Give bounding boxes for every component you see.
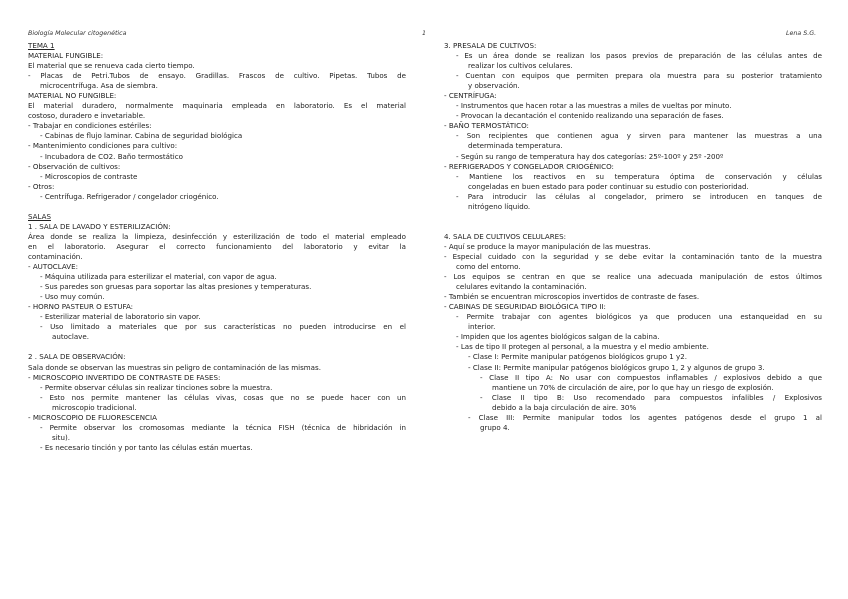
text-line: - Esterilizar material de laboratorio sin vapor. (40, 312, 201, 322)
text-line: - Para introducir las células al congelador, primero se introducen en tanques de (456, 191, 822, 201)
text-line: - Son recipientes que contienen agua y sirven para mantener las muestras a una (456, 131, 822, 141)
text-line: - Especial cuidado con la seguridad y se debe evitar la contaminación tanto de la muestra (444, 251, 822, 261)
text-line: celulares evitando la contaminación. (456, 282, 587, 292)
text-line (28, 342, 406, 352)
text-line: - MICROSCOPIO DE FLUORESCENCIA (28, 412, 157, 422)
text-line: - Según su rango de temperatura hay dos categorías: 25º-100º y 25º -200º (456, 151, 724, 161)
text-line: debido a la baja circulación de aire. 30% (492, 402, 637, 412)
text-line: - Máquina utilizada para esterilizar el material, con vapor de agua. (40, 272, 277, 282)
text-line: - Instrumentos que hacen rotar a las muestras a miles de vueltas por minuto. (456, 101, 732, 111)
text-line: - Las de tipo II protegen al personal, a la muestra y el medio ambiente. (456, 342, 709, 352)
text-line: - BAÑO TERMOSTÁTICO: (444, 121, 529, 131)
text-line: 3. PRESALA DE CULTIVOS: (444, 41, 537, 50)
text-line: - REFRIGERADOS Y CONGELADOR CRIOGÉNICO: (444, 161, 614, 171)
text-line: interior. (468, 322, 496, 332)
text-line: - Clase II: Permite manipular patógenos biológicos grupo 1, 2 y algunos de grupo 3. (468, 362, 765, 372)
text-line: - Clase I: Permite manipular patógenos biológicos grupo 1 y2. (468, 352, 687, 362)
text-line: 1 . SALA DE LAVADO Y ESTERILIZACIÓN: (28, 221, 171, 231)
text-line: - Microscopios de contraste (40, 171, 138, 181)
text-line: - Clase II tipo B: Uso recomendado para compuestos infalibles / Explosivos (480, 392, 822, 402)
text-line: - Mantiene los reactivos en su temperatura óptima de conservación y células (456, 171, 822, 181)
text-line: - Provocan la decantación el contenido realizando una separación de fases. (456, 111, 724, 121)
text-line: - Los equipos se centran en que se realice una adecuada manipulación de estos últimos (444, 272, 822, 282)
text-line: - Sus paredes son gruesas para soportar las altas presiones y temperaturas. (40, 282, 312, 292)
text-line: 4. SALA DE CULTIVOS CELULARES: (444, 231, 567, 241)
right-column (444, 41, 822, 433)
text-line: - Observación de cultivos: (28, 161, 121, 171)
text-line: - Permite observar los cromosomas mediante la técnica FISH (técnica de hibridación in (40, 422, 406, 432)
text-line: - Aquí se produce la mayor manipulación de las muestras. (444, 241, 651, 251)
text-line: realizar los cultivos celulares. (468, 61, 573, 71)
text-line: situ). (52, 432, 70, 442)
text-line: - Permite trabajar con agentes biológicos ya que producen una estanqueidad en su (456, 312, 822, 322)
header-page-number: 1 (422, 30, 427, 37)
text-line: - CENTRÍFUGA: (444, 91, 497, 101)
text-line: - Uso muy común. (40, 292, 105, 302)
left-column (28, 41, 406, 453)
text-line: - CABINAS DE SEGURIDAD BIOLÓGICA TIPO II: (444, 302, 606, 312)
text-line: - Es necesario tinción y por tanto las células están muertas. (40, 442, 253, 452)
text-line: Área donde se realiza la limpieza, desinfección y esterilización de todo el material empleado (28, 231, 406, 241)
text-line: - Trabajar en condiciones estériles: (28, 121, 152, 131)
text-line (444, 212, 822, 222)
text-line: autoclave. (52, 332, 89, 342)
text-line: costoso, duradero e invetariable. (28, 111, 146, 121)
text-line: MATERIAL FUNGIBLE: (28, 51, 104, 61)
text-line: y observación. (468, 81, 520, 91)
text-line: como del entorno. (456, 262, 521, 272)
text-line: - Esto nos permite mantener las células vivas, cosas que no se puede hacer con un (40, 392, 406, 402)
text-line: nitrógeno líquido. (468, 201, 531, 211)
text-line: TEMA 1 (28, 41, 55, 50)
text-line: en el laboratorio. Asegurar el correcto funcionamiento del laboratorio y evitar la (28, 241, 406, 251)
header-left: Biología Molecular citogenética (28, 30, 127, 37)
text-line: determinada temperatura. (468, 141, 563, 151)
text-line: - Placas de Petri.Tubos de ensayo. Gradillas. Frascos de cultivo. Pipetas. Tubos de (28, 71, 406, 81)
text-line: - Clase III: Permite manipular todos los agentes patógenos desde el grupo 1 al (468, 412, 822, 422)
header-right: Lena S.G. (786, 30, 817, 37)
text-line: - AUTOCLAVE: (28, 262, 78, 272)
text-line: - Impiden que los agentes biológicos salgan de la cabina. (456, 332, 660, 342)
text-line: - Permite observar células sin realizar tinciones sobre la muestra. (40, 382, 273, 392)
text-line: grupo 4. (480, 422, 510, 432)
text-line: - Mantenimiento condiciones para cultivo: (28, 141, 178, 151)
text-line: - MICROSCOPIO INVERTIDO DE CONTRASTE DE FASES: (28, 372, 221, 382)
text-line: - Uso limitado a materiales que por sus características no pueden introducirse en el (40, 322, 406, 332)
text-line: - Clase II tipo A: No usar con compuestos inflamables / explosivos debido a que (480, 372, 822, 382)
text-line: Sala donde se observan las muestras sin peligro de contaminación de las mismas. (28, 362, 321, 372)
text-line: - Otros: (28, 181, 55, 191)
text-line: microcentrífuga. Asa de siembra. (40, 81, 158, 91)
text-line: microscopio tradicional. (52, 402, 137, 412)
text-line (444, 222, 822, 232)
text-line: SALAS (28, 211, 51, 221)
text-line: - Es un área donde se realizan los pasos previos de preparación de las células antes de (456, 51, 822, 61)
text-line: contaminación. (28, 251, 83, 261)
text-line: El material que se renueva cada cierto tiempo. (28, 61, 195, 71)
text-line: - También se encuentran microscopios invertidos de contraste de fases. (444, 292, 700, 302)
text-line: MATERIAL NO FUNGIBLE: (28, 91, 117, 101)
text-line: 2 . SALA DE OBSERVACIÓN: (28, 352, 126, 362)
text-line (28, 202, 406, 212)
text-line: - Cabinas de flujo laminar. Cabina de seguridad biológica (40, 131, 243, 141)
text-line: El material duradero, normalmente maquinaria empleada en laboratorio. Es el material (28, 101, 406, 111)
text-line: - Incubadora de CO2. Baño termostático (40, 151, 184, 161)
text-line: congeladas en buen estado para poder continuar su estudio con posterioridad. (468, 181, 749, 191)
text-line: - Centrífuga. Refrigerador / congelador criogénico. (40, 191, 219, 201)
text-line: - HORNO PASTEUR O ESTUFA: (28, 302, 134, 312)
text-line: mantiene un 70% de circulación de aire, por lo que hay un riesgo de explosión. (492, 382, 774, 392)
text-line: - Cuentan con equipos que permiten prepara ola muestra para su posterior tratamiento (456, 71, 822, 81)
